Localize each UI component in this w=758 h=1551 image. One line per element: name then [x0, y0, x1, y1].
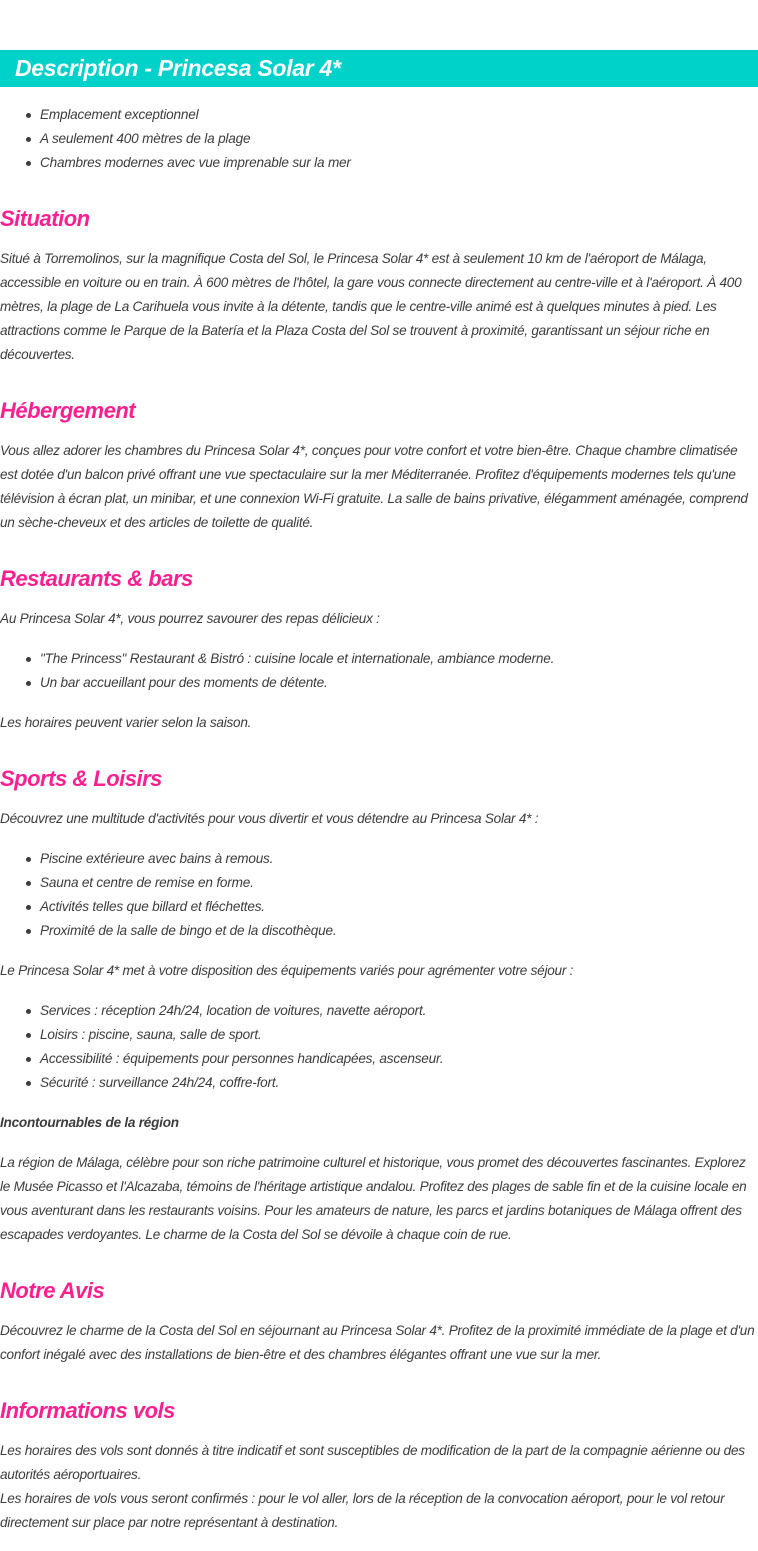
sports-list: [0, 847, 758, 943]
vols-line-1: Les horaires des vols sont donnés à titre indicatif et sont susceptibles de modification de la part de la compagnie aérienne ou des autorités aéroportuaires.: [0, 1443, 745, 1482]
description-banner: Description - Princesa Solar 4*: [0, 50, 758, 87]
restaurants-list: [0, 647, 758, 695]
situation-heading: Situation: [0, 206, 90, 231]
restaurants-intro: Au Princesa Solar 4*, vous pourrez savourer des repas délicieux :: [0, 611, 380, 626]
hebergement-heading: Hébergement: [0, 398, 136, 423]
list-item: Proximité de la salle de bingo et de la discothèque.: [40, 919, 758, 943]
avis-heading: Notre Avis: [0, 1278, 105, 1303]
list-item: Loisirs : piscine, sauna, salle de sport.: [40, 1023, 758, 1047]
vols-line-2: Les horaires de vols vous seront confirmés : pour le vol aller, lors de la réception de la convocation aéroport, pour le vol retour directement sur place par notre représentant à destination.: [0, 1491, 725, 1530]
list-item: Services : réception 24h/24, location de voitures, navette aéroport.: [40, 999, 758, 1023]
sports-intro: Découvrez une multitude d'activités pour vous divertir et vous détendre au Princesa Solar 4* :: [0, 811, 539, 826]
restaurants-note: Les horaires peuvent varier selon la saison.: [0, 715, 252, 730]
list-item: A seulement 400 mètres de la plage: [40, 127, 758, 151]
situation-text: Situé à Torremolinos, sur la magnifique Costa del Sol, le Princesa Solar 4* est à seulement 10 km de l'aéroport de Málaga, accessible en voiture ou en train. À 600 mètres de l'hôtel, la gare vous connecte directement au centre-ville et à l'aéroport. À 400 mètres, la plage de La Carihuela vous invite à la détente, tandis que le centre-ville animé est à quelques minutes à pied. Les attractions comme le Parque de la Batería et la Plaza Costa del Sol se trouvent à proximité, garantissant un séjour riche en découvertes.: [0, 251, 742, 362]
vols-heading: Informations vols: [0, 1398, 175, 1423]
highlights-list: [0, 103, 758, 175]
list-item: Emplacement exceptionnel: [40, 103, 758, 127]
hebergement-text: Vous allez adorer les chambres du Princesa Solar 4*, conçues pour votre confort et votre bien-être. Chaque chambre climatisée est dotée d'un balcon privé offrant une vue spectaculaire sur la mer Méditerranée. Profitez d'équipements modernes tels qu'une télévision à écran plat, un minibar, et une connexion Wi-Fi gratuite. La salle de bains privative, élégamment aménagée, comprend un sèche-cheveux et des articles de toilette de qualité.: [0, 443, 748, 530]
equipment-list: [0, 999, 758, 1095]
list-item: Activités telles que billard et fléchettes.: [40, 895, 758, 919]
list-item: Sauna et centre de remise en forme.: [40, 871, 758, 895]
region-text: La région de Málaga, célèbre pour son riche patrimoine culturel et historique, vous promet des découvertes fascinantes. Explorez le Musée Picasso et l'Alcazaba, témoins de l'héritage artistique andalou. Profitez des plages de sable fin et de la cuisine locale en vous aventurant dans les restaurants voisins. Pour les amateurs de nature, les parcs et jardins botaniques de Málaga offrent des escapades verdoyantes. Le charme de la Costa del Sol se dévoile à chaque coin de rue.: [0, 1155, 747, 1242]
sports-heading: Sports & Loisirs: [0, 766, 162, 791]
vols-text: [0, 1439, 758, 1535]
restaurants-heading: Restaurants & bars: [0, 566, 193, 591]
list-item: Un bar accueillant pour des moments de détente.: [40, 671, 758, 695]
equipment-intro: Le Princesa Solar 4* met à votre disposition des équipements variés pour agrémenter votre séjour :: [0, 963, 574, 978]
list-item: Accessibilité : équipements pour personnes handicapées, ascenseur.: [40, 1047, 758, 1071]
list-item: Chambres modernes avec vue imprenable sur la mer: [40, 151, 758, 175]
avis-text: Découvrez le charme de la Costa del Sol en séjournant au Princesa Solar 4*. Profitez de la proximité immédiate de la plage et d'un confort inégalé avec des installations de bien-être et des chambres élégantes offrant une vue sur la mer.: [0, 1323, 755, 1362]
list-item: Piscine extérieure avec bains à remous.: [40, 847, 758, 871]
list-item: "The Princess" Restaurant & Bistró : cuisine locale et internationale, ambiance moderne.: [40, 647, 758, 671]
list-item: Sécurité : surveillance 24h/24, coffre-fort.: [40, 1071, 758, 1095]
region-subtitle: Incontournables de la région: [0, 1115, 179, 1130]
